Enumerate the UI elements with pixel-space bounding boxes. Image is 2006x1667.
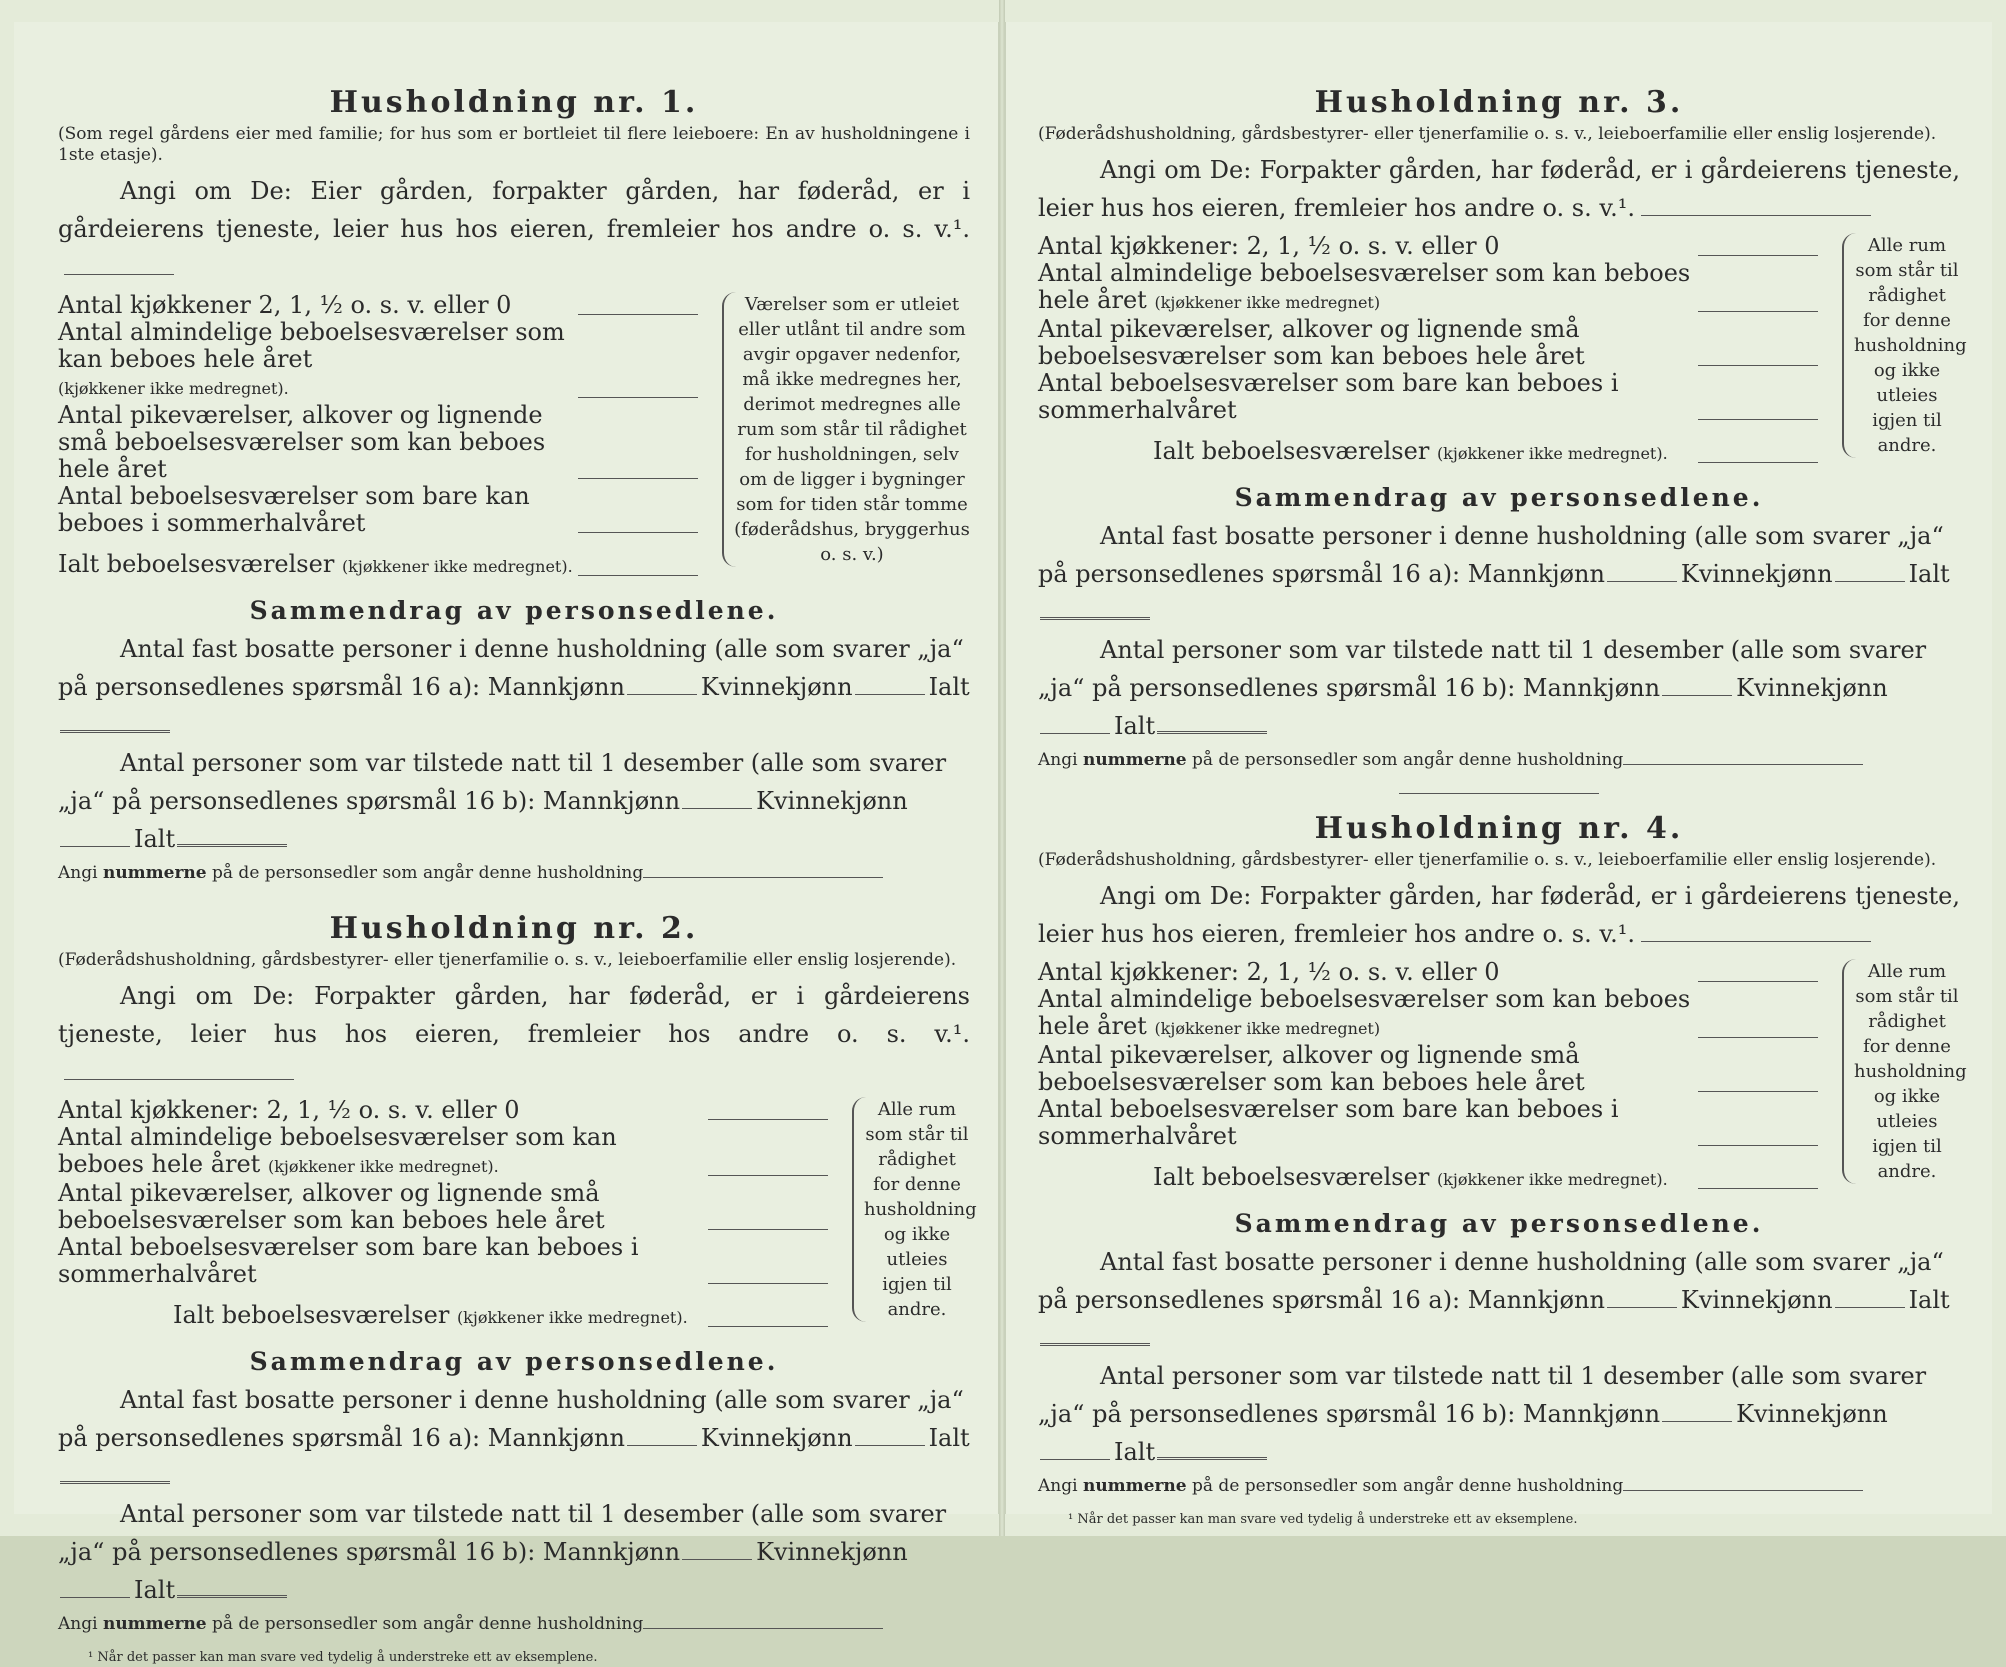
household-3-q16b: Antal personer som var tilstede natt til 1 desember (alle som svarer „ja“ på personsedlenes spørsmål 16 b): Mannkjønn KvinnekjønnIalt bbox=[1038, 636, 1927, 740]
household-2-q16b: Antal personer som var tilstede natt til 1 desember (alle som svarer „ja“ på personsedlenes spørsmål 16 b): Mannkjønn KvinnekjønnIalt bbox=[58, 1500, 947, 1604]
household-2-q16a: Antal fast bosatte personer i denne husholdning (alle som svarer „ja“ på personsedlenes spørsmål 16 a): Mannkjønn Kvinnekjønn Ialt bbox=[58, 1381, 970, 1495]
maid-answer[interactable] bbox=[1698, 1091, 1818, 1092]
female-16a[interactable] bbox=[1835, 1307, 1905, 1308]
household-1-rooms bbox=[58, 292, 970, 580]
household-4 bbox=[1038, 810, 1967, 1529]
household-4-numbers: Angi nummerne på de personsedler som angår denne husholdning bbox=[1038, 1471, 1960, 1501]
ordinary-answer[interactable] bbox=[708, 1175, 828, 1176]
room-summer: Antal beboelsesværelser som bare kan beboes i sommerhalvåret bbox=[58, 483, 698, 537]
household-2-numbers: Angi nummerne på de personsedler som angår denne husholdning bbox=[58, 1609, 970, 1639]
room-summer: Antal beboelsesværelser som bare kan beboes i sommerhalvåret bbox=[1038, 1096, 1818, 1150]
room-maid: Antal pikeværelser, alkover og lignende små beboelsesværelser som kan beboes hele året bbox=[1038, 1042, 1818, 1096]
male-16a[interactable] bbox=[627, 694, 697, 695]
summer-answer[interactable] bbox=[578, 532, 698, 533]
household-2-rooms bbox=[58, 1096, 977, 1331]
male-16b[interactable] bbox=[682, 808, 752, 809]
kitchens-answer[interactable] bbox=[708, 1119, 828, 1120]
kitchens-answer[interactable] bbox=[1698, 981, 1818, 982]
kitchens-answer[interactable] bbox=[1698, 255, 1818, 256]
male-16b[interactable] bbox=[1662, 1421, 1732, 1422]
male-16a[interactable] bbox=[627, 1445, 697, 1446]
total-16a[interactable] bbox=[1040, 1343, 1150, 1346]
household-2-angi: Angi om De: Forpakter gården, har føderåd, er i gårdeierens tjeneste, leier hus hos eieren, fremleier hos andre o. s. v.¹. bbox=[58, 977, 970, 1091]
footnote-left: ¹ Når det passer kan man svare ved tydelig å understreke ett av eksemplene. bbox=[88, 1650, 598, 1665]
household-3-angi: Angi om De: Forpakter gården, har føderåd, er i gårdeierens tjeneste, leier hus hos eieren, fremleier hos andre o. s. v.¹. bbox=[1038, 156, 1960, 222]
household-3-rooms bbox=[1038, 232, 1967, 467]
right-column bbox=[1038, 84, 1967, 1529]
household-1-numbers: Angi nummerne på de personsedler som angår denne husholdning bbox=[58, 858, 970, 888]
total-16a[interactable] bbox=[1040, 617, 1150, 620]
household-4-summary-title: Sammendrag av personsedlene. bbox=[1234, 1209, 1764, 1238]
household-3 bbox=[1038, 84, 1967, 775]
household-4-title: Husholdning nr. 4. bbox=[1314, 811, 1684, 846]
household-2-subtitle: (Føderådshusholdning, gårdsbestyrer- eller tjenerfamilie o. s. v., leieboerfamilie eller enslig losjerende). bbox=[58, 950, 957, 970]
total-16b[interactable] bbox=[177, 1595, 287, 1598]
male-16b[interactable] bbox=[1662, 695, 1732, 696]
footnote-right: ¹ Når det passer kan man svare ved tydelig å understreke ett av eksemplene. bbox=[1068, 1512, 1578, 1527]
household-1-subtitle: (Som regel gårdens eier med familie; for hus som er bortleiet til flere leieboere: En av husholdningene i 1ste etasje). bbox=[58, 124, 970, 165]
ordinary-answer[interactable] bbox=[578, 397, 698, 398]
right-page bbox=[1004, 22, 1992, 1527]
room-kitchens: Antal kjøkkener: 2, 1, ½ o. s. v. eller 0 bbox=[58, 1097, 828, 1124]
room-total: Ialt beboelsesværelser (kjøkkener ikke medregnet). bbox=[58, 1302, 828, 1331]
female-16a[interactable] bbox=[855, 694, 925, 695]
room-kitchens: Antal kjøkkener: 2, 1, ½ o. s. v. eller 0 bbox=[1038, 959, 1818, 986]
angi-answer-line[interactable] bbox=[1641, 940, 1871, 942]
ordinary-answer[interactable] bbox=[1698, 311, 1818, 312]
room-ordinary: Antal almindelige beboelsesværelser som kan beboes hele året (kjøkkener ikke medregnet) bbox=[1038, 260, 1818, 316]
left-column bbox=[58, 84, 977, 1667]
household-4-q16a: Antal fast bosatte personer i denne husholdning (alle som svarer „ja“ på personsedlenes spørsmål 16 a): Mannkjønn Kvinnekjønn Ialt bbox=[1038, 1243, 1960, 1357]
room-summer: Antal beboelsesværelser som bare kan beboes i sommerhalvåret bbox=[58, 1234, 828, 1288]
total-answer[interactable] bbox=[1698, 462, 1818, 463]
room-items bbox=[58, 1097, 828, 1331]
numbers-answer[interactable] bbox=[1623, 1490, 1863, 1491]
household-4-subtitle: (Føderådshusholdning, gårdsbestyrer- eller tjenerfamilie o. s. v., leieboerfamilie eller enslig losjerende). bbox=[1038, 850, 1937, 870]
male-16b[interactable] bbox=[682, 1559, 752, 1560]
household-3-summary-title: Sammendrag av personsedlene. bbox=[1234, 483, 1764, 512]
female-16b[interactable] bbox=[1040, 1459, 1110, 1460]
household-4-angi: Angi om De: Forpakter gården, har føderåd, er i gårdeierens tjeneste, leier hus hos eieren, fremleier hos andre o. s. v.¹. bbox=[1038, 882, 1960, 948]
room-ordinary: Antal almindelige beboelsesværelser som kan beboes hele året (kjøkkener ikke medregnet) bbox=[1038, 986, 1818, 1042]
room-total: Ialt beboelsesværelser (kjøkkener ikke medregnet). bbox=[58, 551, 698, 580]
household-1-q16a: Antal fast bosatte personer i denne husholdning (alle som svarer „ja“ på personsedlenes spørsmål 16 a): Mannkjønn Kvinnekjønn Ialt bbox=[58, 630, 970, 744]
household-2-side-note: Alle rum som står til rådighet for denne husholdning og ikke utleies igjen til andre. bbox=[852, 1097, 970, 1322]
household-1-q16b: Antal personer som var tilstede natt til 1 desember (alle som svarer „ja“ på personsedlenes spørsmål 16 b): Mannkjønn KvinnekjønnIalt bbox=[58, 749, 947, 853]
household-1 bbox=[58, 84, 970, 888]
household-3-title: Husholdning nr. 3. bbox=[1314, 85, 1684, 120]
household-1-summary-title: Sammendrag av personsedlene. bbox=[249, 596, 779, 625]
male-16a[interactable] bbox=[1607, 1307, 1677, 1308]
female-16b[interactable] bbox=[1040, 733, 1110, 734]
room-items bbox=[1038, 233, 1818, 467]
angi-answer-line[interactable] bbox=[64, 1078, 294, 1080]
angi-answer-line[interactable] bbox=[64, 273, 174, 275]
room-total: Ialt beboelsesværelser (kjøkkener ikke medregnet). bbox=[1038, 1164, 1818, 1193]
room-items bbox=[58, 292, 698, 580]
room-maid: Antal pikeværelser, alkover og lignende små beboelsesværelser som kan beboes hele året bbox=[1038, 316, 1818, 370]
total-16b[interactable] bbox=[1157, 1457, 1267, 1460]
angi-answer-line[interactable] bbox=[1641, 214, 1871, 216]
household-4-side-note: Alle rum som står til rådighet for denne husholdning og ikke utleies igjen til andre. bbox=[1842, 959, 1960, 1184]
household-4-rooms bbox=[1038, 958, 1967, 1193]
female-16b[interactable] bbox=[60, 1597, 130, 1598]
summer-answer[interactable] bbox=[1698, 1145, 1818, 1146]
female-16a[interactable] bbox=[855, 1445, 925, 1446]
total-16b[interactable] bbox=[177, 844, 287, 847]
household-2-summary-title: Sammendrag av personsedlene. bbox=[249, 1347, 779, 1376]
total-answer[interactable] bbox=[578, 575, 698, 576]
household-4-q16b: Antal personer som var tilstede natt til 1 desember (alle som svarer „ja“ på personsedlenes spørsmål 16 b): Mannkjønn KvinnekjønnIalt bbox=[1038, 1362, 1927, 1466]
room-ordinary: Antal almindelige beboelsesværelser som kan beboes hele året (kjøkkener ikke medregnet). bbox=[58, 319, 698, 402]
total-16a[interactable] bbox=[60, 1481, 170, 1484]
total-16b[interactable] bbox=[1157, 731, 1267, 734]
numbers-answer[interactable] bbox=[643, 1628, 883, 1629]
room-summer: Antal beboelsesværelser som bare kan beboes i sommerhalvåret bbox=[1038, 370, 1818, 424]
household-3-q16a: Antal fast bosatte personer i denne husholdning (alle som svarer „ja“ på personsedlenes spørsmål 16 a): Mannkjønn Kvinnekjønn Ialt bbox=[1038, 517, 1960, 631]
household-2-title: Husholdning nr. 2. bbox=[329, 911, 699, 946]
household-3-numbers: Angi nummerne på de personsedler som angår denne husholdning bbox=[1038, 745, 1960, 775]
room-maid: Antal pikeværelser, alkover og lignende små beboelsesværelser som kan beboes hele året bbox=[58, 1180, 828, 1234]
summer-answer[interactable] bbox=[1698, 419, 1818, 420]
total-answer[interactable] bbox=[708, 1326, 828, 1327]
room-ordinary: Antal almindelige beboelsesværelser som kan beboes hele året (kjøkkener ikke medregnet). bbox=[58, 1124, 828, 1180]
household-1-angi: Angi om De: Eier gården, forpakter gården, har føderåd, er i gårdeierens tjeneste, leier hus hos eieren, fremleier hos andre o. s. v.¹. bbox=[58, 172, 970, 286]
total-answer[interactable] bbox=[1698, 1188, 1818, 1189]
room-kitchens: Antal kjøkkener 2, 1, ½ o. s. v. eller 0 bbox=[58, 292, 698, 319]
household-3-side-note: Alle rum som står til rådighet for denne husholdning og ikke utleies igjen til andre. bbox=[1842, 233, 1960, 458]
numbers-answer[interactable] bbox=[1623, 764, 1863, 765]
maid-answer[interactable] bbox=[1698, 365, 1818, 366]
male-16a[interactable] bbox=[1607, 581, 1677, 582]
summer-answer[interactable] bbox=[708, 1283, 828, 1284]
section-separator bbox=[1399, 793, 1599, 794]
total-16a[interactable] bbox=[60, 730, 170, 733]
household-1-side-note: Værelser som er utleiet eller utlånt til andre som avgir opgaver nedenfor, må ikke medregnes her, derimot medregnes alle rum som står til rådighet for husholdningen, selv om de ligger i bygninger som for tiden står tomme (føderådshus, bryggerhus o. s. v.) bbox=[722, 292, 970, 567]
numbers-answer[interactable] bbox=[643, 877, 883, 878]
maid-answer[interactable] bbox=[708, 1229, 828, 1230]
maid-answer[interactable] bbox=[578, 478, 698, 479]
kitchens-answer[interactable] bbox=[578, 314, 698, 315]
ordinary-answer[interactable] bbox=[1698, 1037, 1818, 1038]
room-items bbox=[1038, 959, 1818, 1193]
female-16a[interactable] bbox=[1835, 581, 1905, 582]
left-page bbox=[14, 22, 1000, 1665]
female-16b[interactable] bbox=[60, 846, 130, 847]
household-3-subtitle: (Føderådshusholdning, gårdsbestyrer- eller tjenerfamilie o. s. v., leieboerfamilie eller enslig losjerende). bbox=[1038, 124, 1937, 144]
room-kitchens: Antal kjøkkener: 2, 1, ½ o. s. v. eller 0 bbox=[1038, 233, 1818, 260]
room-maid: Antal pikeværelser, alkover og lignende små beboelsesværelser som kan beboes hele året bbox=[58, 402, 698, 483]
household-2 bbox=[58, 910, 977, 1667]
household-1-title: Husholdning nr. 1. bbox=[329, 85, 699, 120]
room-total: Ialt beboelsesværelser (kjøkkener ikke medregnet). bbox=[1038, 438, 1818, 467]
